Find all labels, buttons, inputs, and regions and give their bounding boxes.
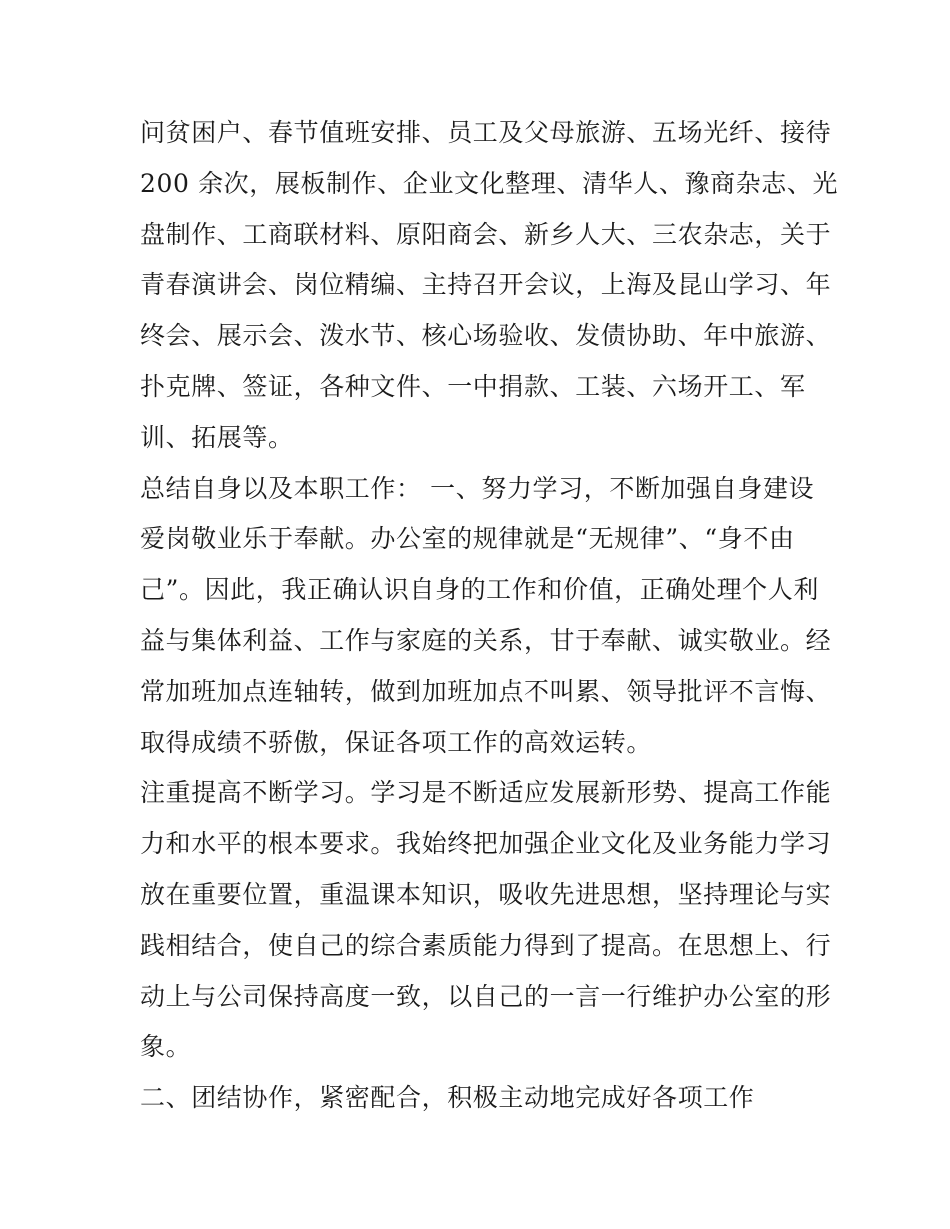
text-line: 终会、展示会、泼水节、核心场验收、发债协助、年中旅游、 bbox=[140, 321, 832, 351]
text-line: 常加班加点连轴转，做到加班加点不叫累、领导批评不言悔、 bbox=[140, 676, 832, 706]
text-line: 放在重要位置，重温课本知识，吸收先进思想，坚持理论与实 bbox=[140, 879, 832, 909]
text-line: 象。 bbox=[140, 1032, 192, 1062]
text-line: 取得成绩不骄傲，保证各项工作的高效运转。 bbox=[140, 727, 653, 757]
text-line: 问贫困户、春节值班安排、员工及父母旅游、五场光纤、接待 bbox=[140, 118, 832, 147]
text-line: 爱岗敬业乐于奉献。办公室的规律就是“无规律”、“身不由 bbox=[140, 524, 795, 554]
text-line: 注重提高不断学习。学习是不断适应发展新形势、提高工作能 bbox=[140, 778, 832, 808]
text-line: 力和水平的根本要求。我始终把加强企业文化及业务能力学习 bbox=[140, 829, 832, 859]
text-line: 青春演讲会、岗位精编、主持召开会议，上海及昆山学习、年 bbox=[140, 270, 832, 300]
text-line: 己”。因此，我正确认识自身的工作和价值，正确处理个人利 bbox=[140, 575, 819, 605]
text-line: 动上与公司保持高度一致，以自己的一言一行维护办公室的形 bbox=[140, 981, 832, 1011]
text-line: 益与集体利益、工作与家庭的关系，甘于奉献、诚实敬业。经 bbox=[140, 625, 832, 655]
text-line: 总结自身以及本职工作： 一、努力学习，不断加强自身建设 bbox=[140, 473, 815, 503]
text-line: 200 余次，展板制作、企业文化整理、清华人、豫商杂志、光 bbox=[140, 168, 839, 198]
text-line: 训、拓展等。 bbox=[140, 422, 294, 452]
text-line: 践相结合，使自己的综合素质能力得到了提高。在思想上、行 bbox=[140, 930, 832, 960]
text-line: 扑克牌、签证，各种文件、一中捐款、工装、六场开工、军 bbox=[140, 371, 806, 401]
text-line: 二、团结协作，紧密配合，积极主动地完成好各项工作 bbox=[140, 1083, 755, 1113]
text-line: 盘制作、工商联材料、原阳商会、新乡人大、三农杂志，关于 bbox=[140, 219, 832, 249]
document-body bbox=[140, 108, 839, 1124]
